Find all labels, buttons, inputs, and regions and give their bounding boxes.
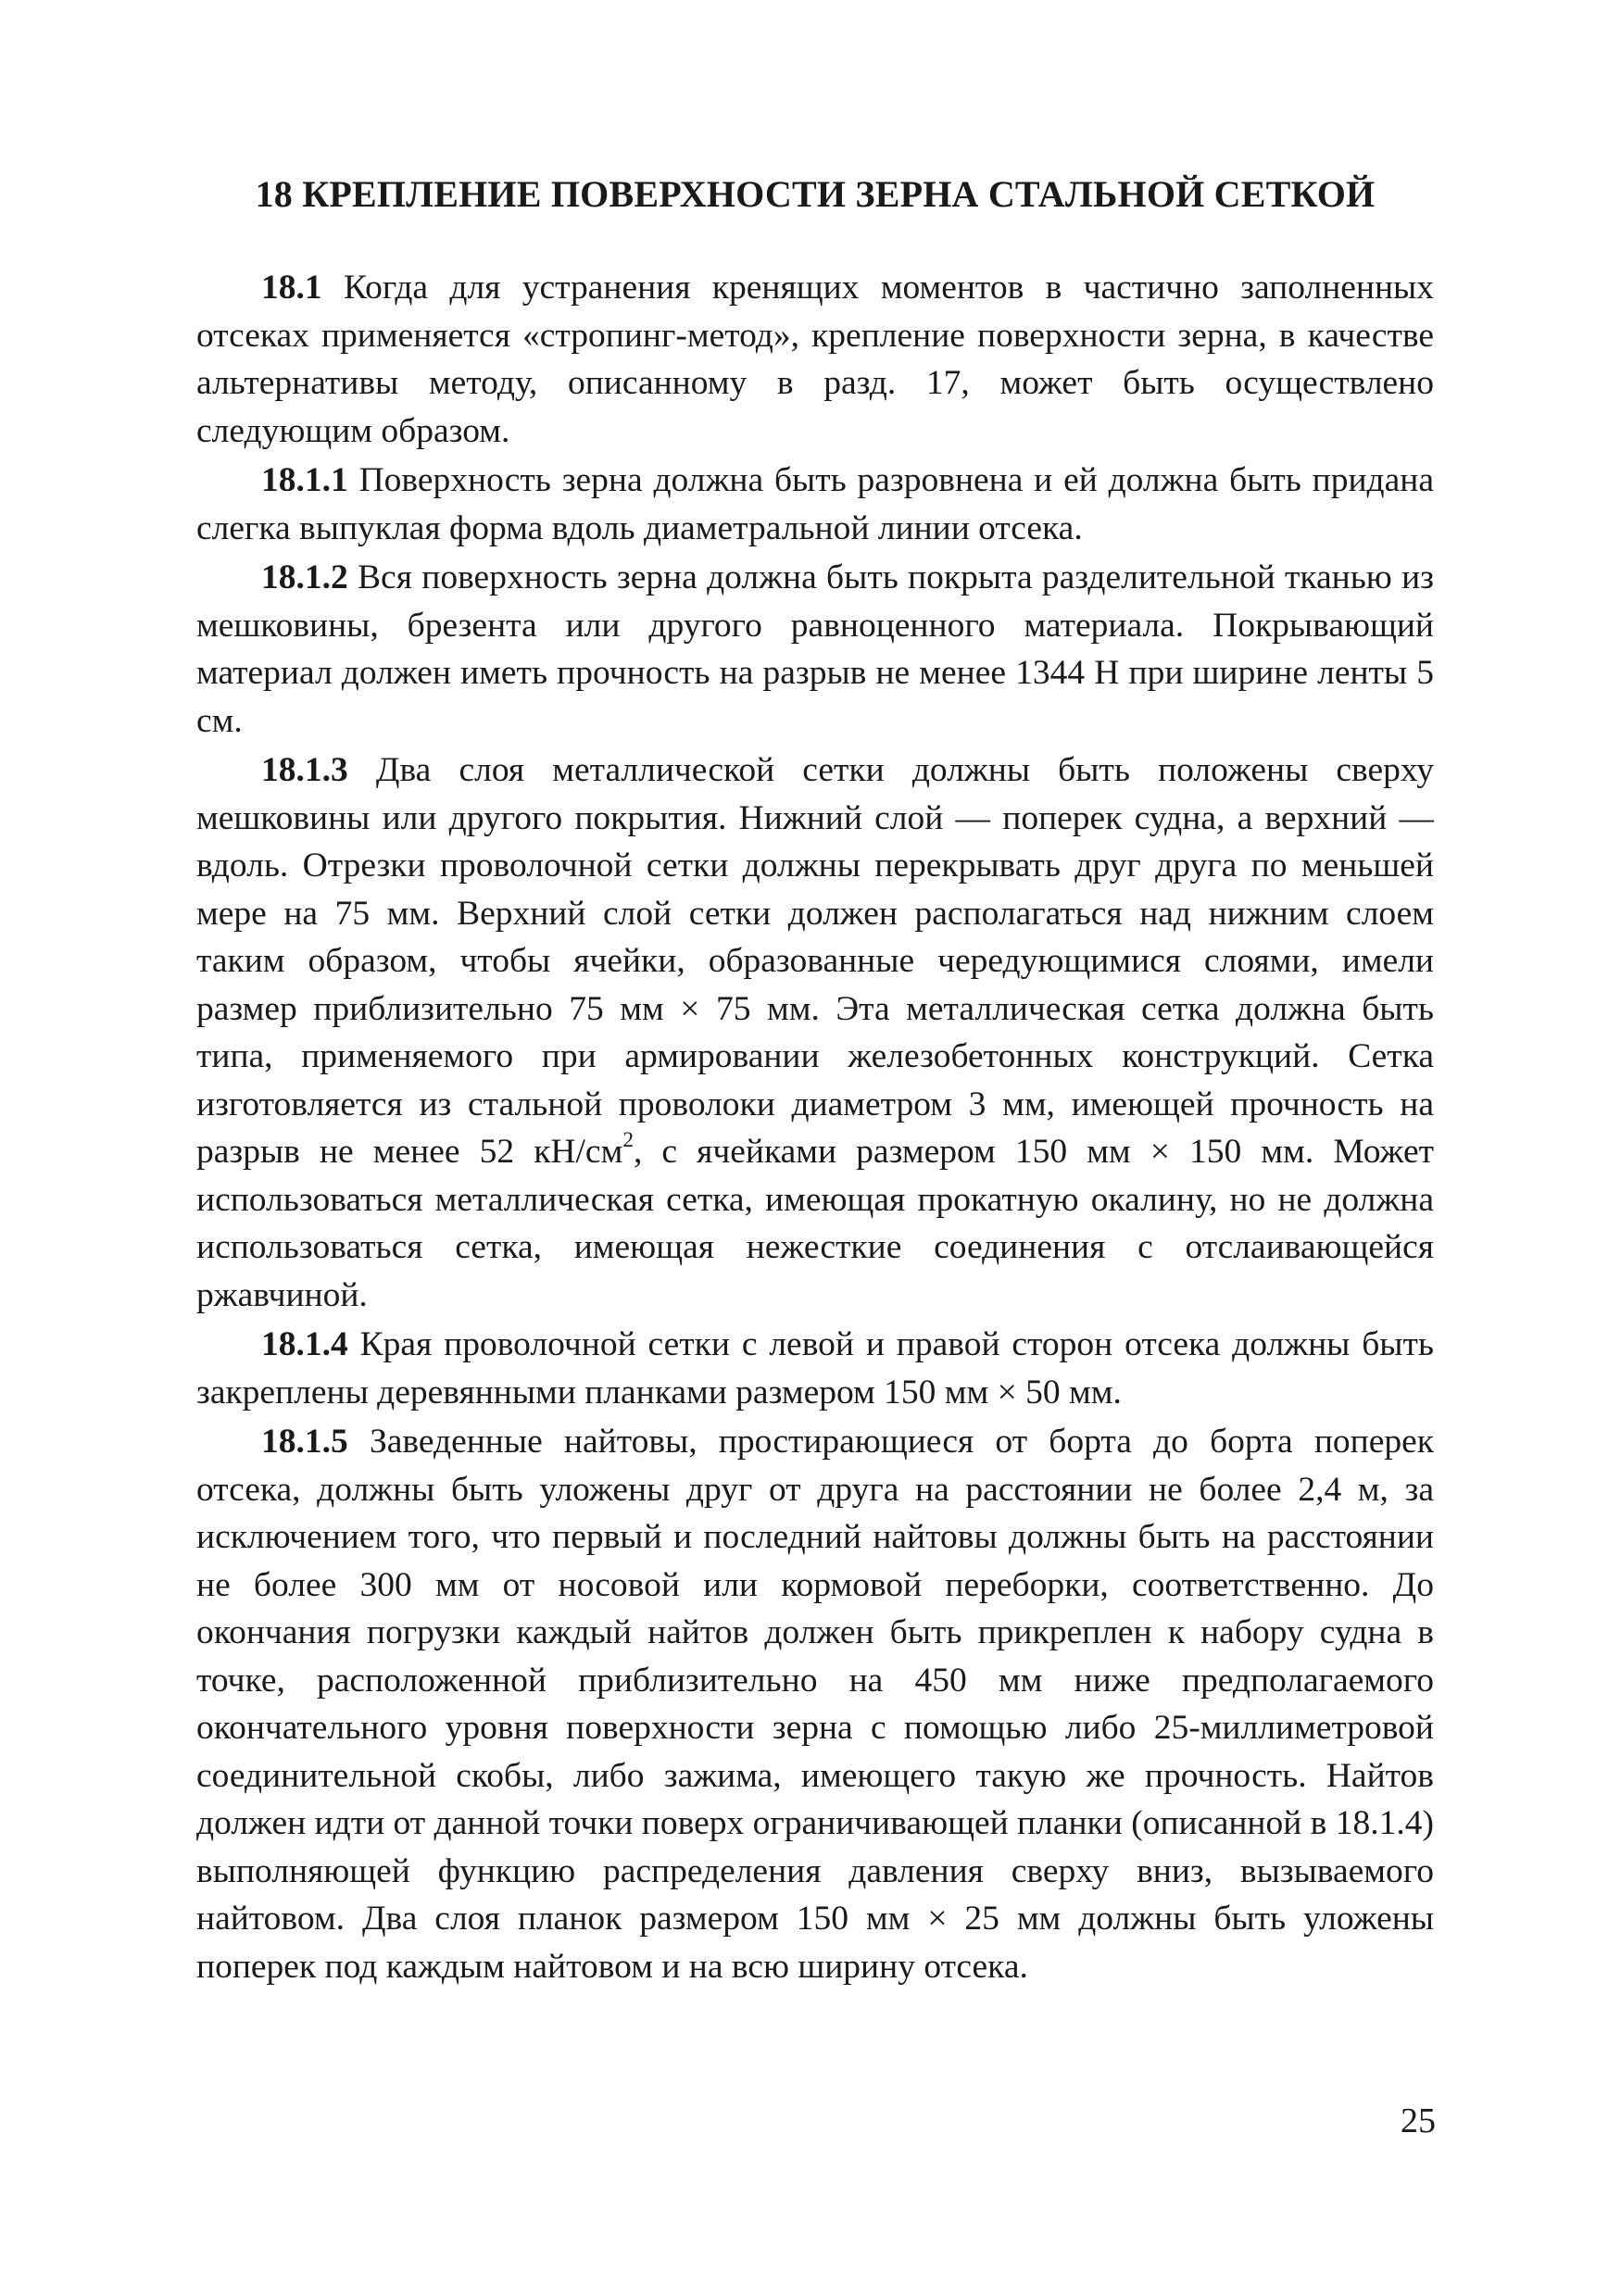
paragraph-18-1-2 xyxy=(196,554,1434,745)
clause-number: 18.1.4 xyxy=(261,1325,348,1363)
clause-text: Заведенные найтовы, простирающиеся от борта до борта поперек отсека, должны быть уложены друг от друга на расстоянии не более 2,4 м, за исключением того, что первый и последний найтовы должны быть на расстоянии не более 300 мм от носовой или кормовой переборки, соответственно. До окончания погрузки каждый найтов должен быть прикреплен к набору судна в точке, расположенной приблизительно на 450 мм ниже предполагаемого окончательного уровня поверхности зерна с помощью либо 25-миллиметровой соединительной скобы, либо зажима, имеющего такую же прочность. Найтов должен идти от данной точки поверх ограничивающей планки (описанной в 18.1.4) выполняющей функцию распределения давления сверху вниз, вызываемого найтовом. Два слоя планок размером 150 мм × 25 мм должны быть уложены поперек под каждым найтовом и на всю ширину отсека. xyxy=(196,1423,1434,1986)
paragraph-18-1-3 xyxy=(196,747,1434,1319)
clause-text-continued: , с ячейками размером 150 мм × 150 мм. Может использоваться металлическая сетка, имеющая прокатную окалину, но не должна использоваться сетка, имеющая нежесткие соединения с отслаивающейся ржавчиной. xyxy=(196,1133,1434,1314)
clause-text: Два слоя металлической сетки должны быть положены сверху мешковины или другого покрытия. Нижний слой — поперек судна, а верхний — вдоль. Отрезки проволочной сетки должны перекрывать друг друга по меньшей мере на 75 мм. Верхний слой сетки должен располагаться над нижним слоем таким образом, чтобы ячейки, образованные чередующимися слоями, имели размер приблизительно 75 мм × 75 мм. Эта металлическая сетка должна быть типа, применяемого при армировании железобетонных конструкций. Сетка изготовляется из стальной проволоки диаметром 3 мм, имеющей прочность на разрыв не менее 52 кН/см xyxy=(196,751,1434,1171)
paragraph-18-1 xyxy=(196,264,1434,455)
section-heading: 18 КРЕПЛЕНИЕ ПОВЕРХНОСТИ ЗЕРНА СТАЛЬНОЙ СЕТКОЙ xyxy=(255,173,1376,215)
clause-number: 18.1.3 xyxy=(261,751,348,789)
paragraph-18-1-4 xyxy=(196,1321,1434,1416)
section-body xyxy=(196,264,1434,1992)
superscript-exponent: 2 xyxy=(622,1128,634,1153)
clause-text: Поверхность зерна должна быть разровнена и ей должна быть придана слегка выпуклая форма вдоль диаметральной линии отсека. xyxy=(196,461,1434,547)
paragraph-18-1-1 xyxy=(196,457,1434,552)
page-number: 25 xyxy=(1401,2102,1436,2140)
paragraph-18-1-5 xyxy=(196,1418,1434,1990)
clause-number: 18.1.5 xyxy=(261,1423,348,1461)
clause-text: Когда для устранения кренящих моментов в частично заполненных отсеках применяется «стропинг-метод», крепление поверхности зерна, в качестве альтернативы методу, описанному в разд. 17, может быть осуществлено следующим образом. xyxy=(196,269,1434,450)
clause-number: 18.1.2 xyxy=(261,558,348,596)
clause-text: Вся поверхность зерна должна быть покрыта разделительной тканью из мешковины, брезента или другого равноценного материала. Покрывающий материал должен иметь прочность на разрыв не менее 1344 Н при ширине ленты 5 см. xyxy=(196,558,1434,740)
clause-text: Края проволочной сетки с левой и правой сторон отсека должны быть закреплены деревянными планками размером 150 мм × 50 мм. xyxy=(196,1325,1434,1411)
clause-number: 18.1.1 xyxy=(261,461,348,499)
clause-number: 18.1 xyxy=(261,269,322,307)
